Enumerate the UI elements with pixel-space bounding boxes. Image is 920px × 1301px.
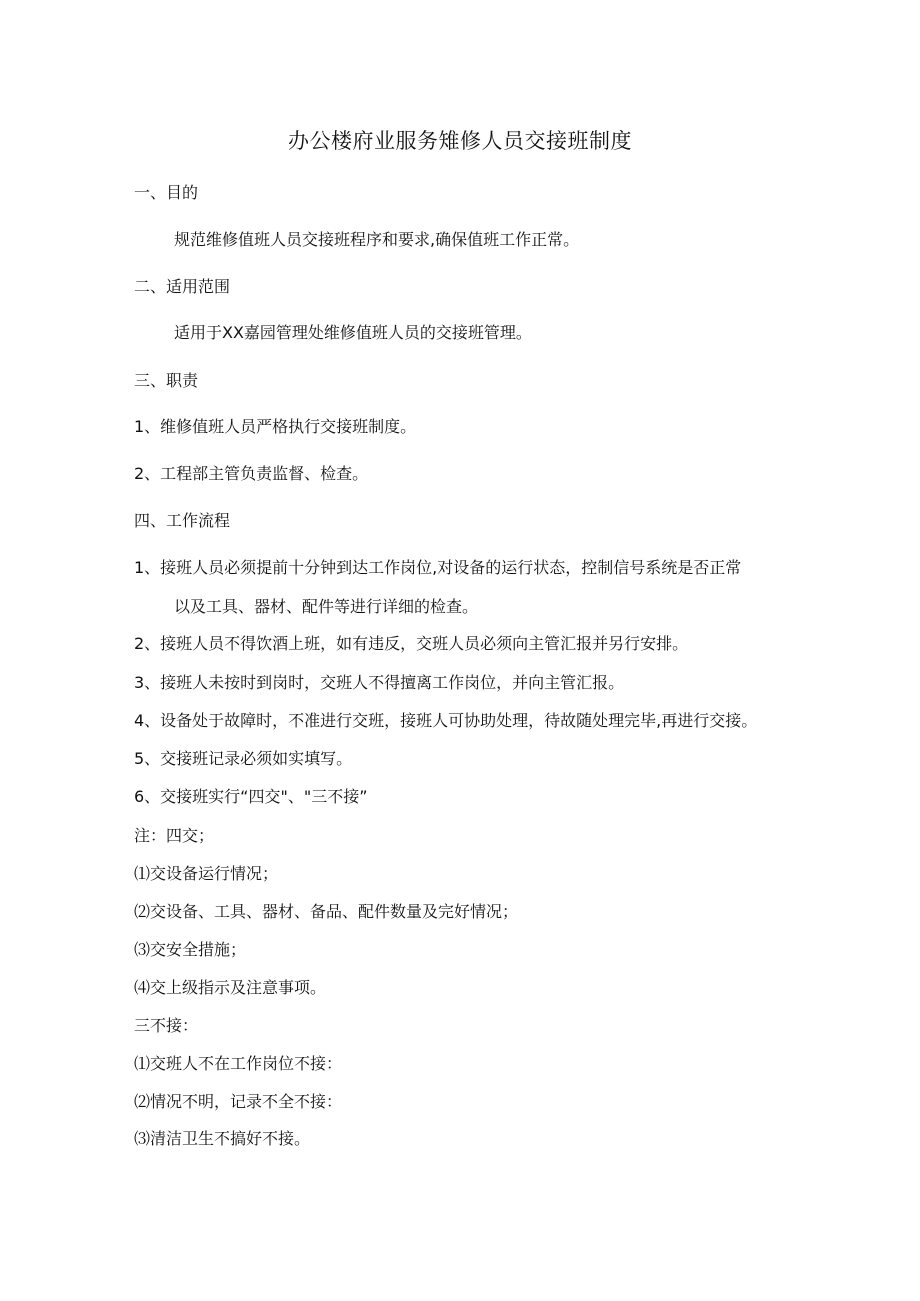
section-heading-duties: 三、职责 <box>134 371 199 390</box>
section-heading-scope: 二、适用范围 <box>134 277 231 296</box>
four-handover-item: ⑴交设备运行情况； <box>134 864 279 883</box>
document-title: 办公楼府业服务雉修人员交接班制度 <box>288 129 632 153</box>
three-refusal-item: ⑴交班人不在工作岗位不接： <box>134 1054 343 1073</box>
scope-text: 适用于XX嘉园管理处维修值班人员的交接班管理。 <box>174 323 532 342</box>
section-heading-workflow: 四、工作流程 <box>134 511 231 530</box>
duty-item: 1、维修值班人员严格执行交接班制度。 <box>134 417 417 436</box>
workflow-item: 5、交接班记录必须如实填写。 <box>134 749 353 768</box>
purpose-text: 规范维修值班人员交接班程序和要求,确保值班工作正常。 <box>174 230 580 249</box>
three-refusal-item: ⑵情况不明，记录不全不接： <box>134 1092 343 1111</box>
three-refusal-item: ⑶清洁卫生不搞好不接。 <box>134 1129 311 1148</box>
four-handover-item: ⑷交上级指示及注意事项。 <box>134 978 327 997</box>
workflow-item: 4、设备处于故障时，不准进行交班，接班人可协助处理，待故随处理完毕,再进行交接。 <box>134 711 758 730</box>
four-handover-item: ⑵交设备、工具、器材、备品、配件数量及完好情况； <box>134 902 519 921</box>
note-heading-three-refusals: 三不接： <box>134 1016 199 1035</box>
workflow-item: 2、接班人员不得饮酒上班，如有违反，交班人员必须向主管汇报并另行安排。 <box>134 634 689 653</box>
four-handover-item: ⑶交安全措施； <box>134 940 247 959</box>
section-heading-purpose: 一、目的 <box>134 183 199 202</box>
duty-item: 2、工程部主管负责监督、检查。 <box>134 464 369 483</box>
workflow-item: 1、接班人员必须提前十分钟到达工作岗位,对设备的运行状态，控制信号系统是否正常 <box>134 558 742 577</box>
workflow-item: 3、接班人未按时到岗时，交班人不得擅离工作岗位，并向主管汇报。 <box>134 673 625 692</box>
note-heading-four-handovers: 注：四交； <box>134 826 215 845</box>
workflow-item-continuation: 以及工具、器材、配件等进行详细的检查。 <box>174 597 479 616</box>
workflow-item: 6、交接班实行“四交"、"三不接” <box>134 787 368 806</box>
